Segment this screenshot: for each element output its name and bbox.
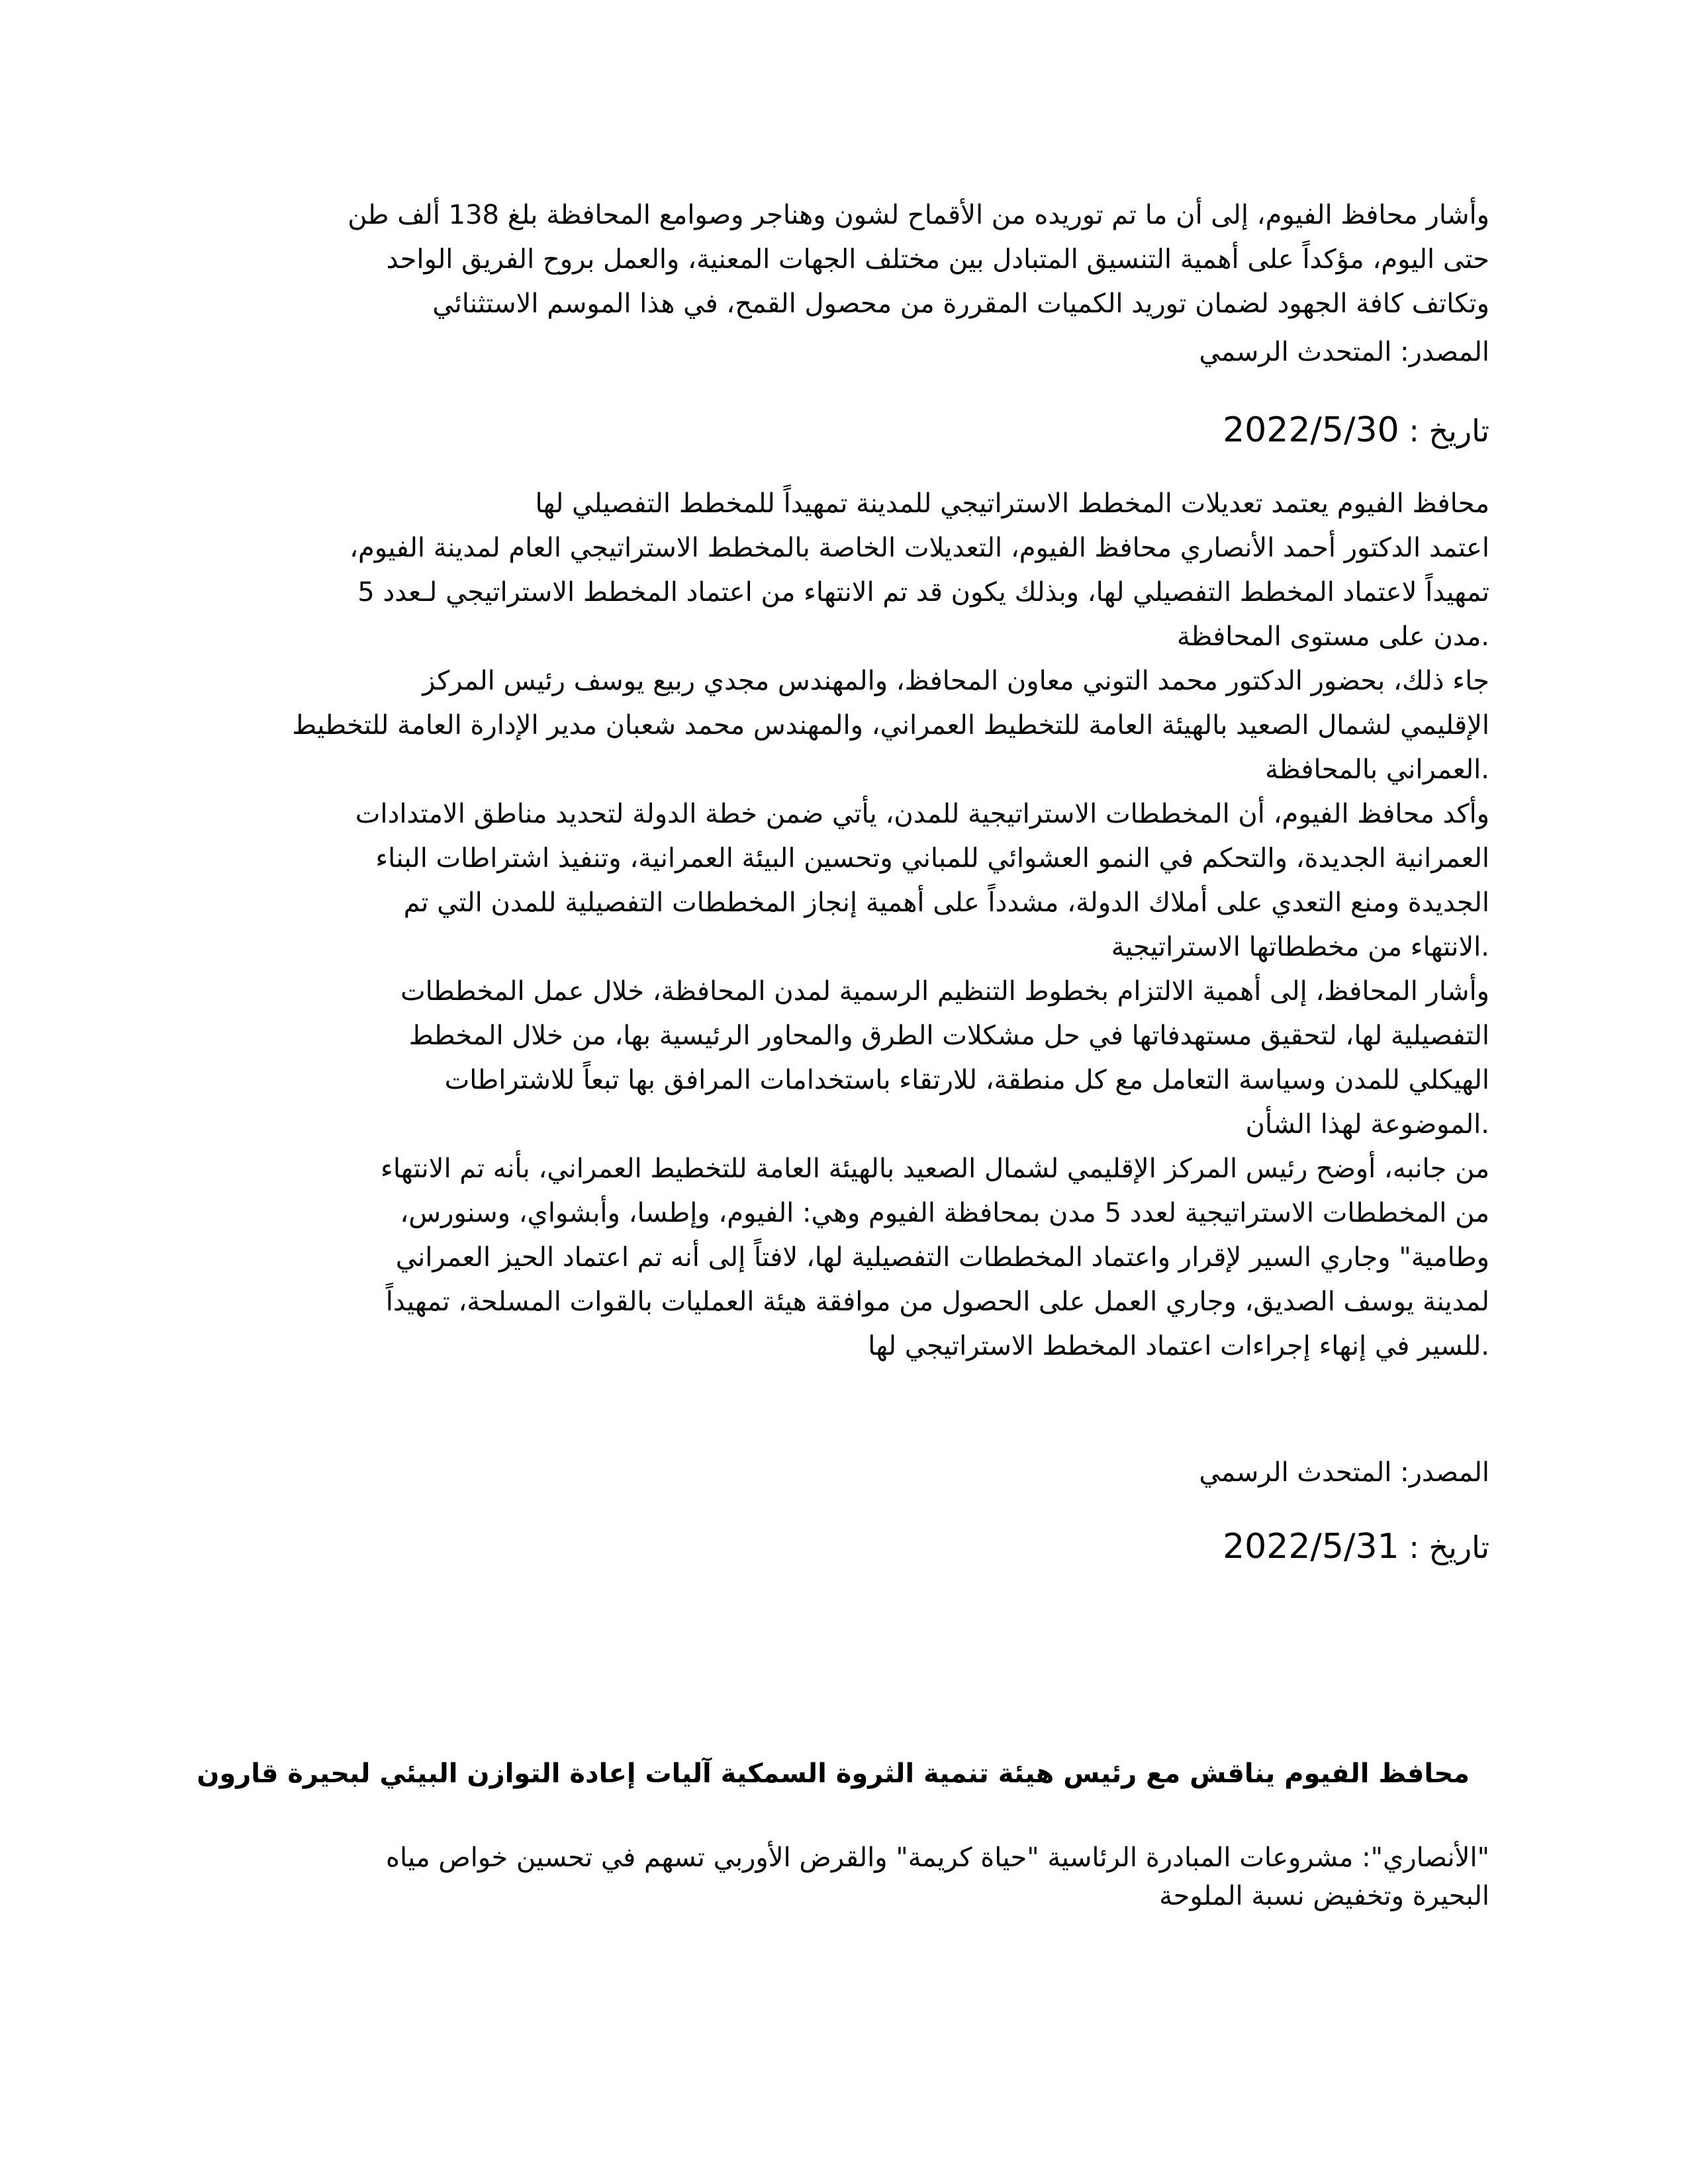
text-line: اعتمد الدكتور أحمد الأنصاري محافظ الفيوم، التعديلات الخاصة بالمخطط الاستراتيجي العام لمدينة الفيوم، xyxy=(350,533,1489,563)
date-value: 2022/5/30 xyxy=(1223,410,1399,450)
source-line xyxy=(172,1453,1489,1492)
text-line: .العمراني بالمحافظة xyxy=(1265,754,1489,785)
article2-headline xyxy=(172,1754,1470,1794)
source-label: المصدر: xyxy=(1400,337,1489,367)
source-value: المتحدث الرسمي xyxy=(1199,337,1392,367)
source-line xyxy=(172,332,1489,372)
date-label: تاريخ : xyxy=(1409,413,1489,449)
text-line: .مدن على مستوى المحافظة xyxy=(1176,621,1489,652)
article2-subheadline xyxy=(172,1839,1489,1915)
text-line: وأشار محافظ الفيوم، إلى أن ما تم توريده من الأقماح لشون وهناجر وصوامع المحافظة بلغ 138 ألف طن xyxy=(348,200,1489,230)
date-label: تاريخ : xyxy=(1409,1529,1489,1565)
text-line: لمدينة يوسف الصديق، وجاري العمل على الحصول من موافقة هيئة العمليات بالقوات المسلحة، تمهيداً xyxy=(385,1287,1489,1317)
source-label: المصدر: xyxy=(1400,1457,1489,1488)
text-line: .للسير في إنهاء إجراءات اعتماد المخطط الاستراتيجي لها xyxy=(868,1331,1489,1361)
text-line: الهيكلي للمدن وسياسة التعامل مع كل منطقة، للارتقاء باستخدامات المرافق بها تبعاً للاشتراطات xyxy=(444,1065,1489,1095)
text-line: وأشار المحافظ، إلى أهمية الالتزام بخطوط التنظيم الرسمية لمدن المحافظة، خلال عمل المخططات xyxy=(400,976,1489,1007)
text-line: .الانتهاء من مخططاتها الاستراتيجية xyxy=(1111,932,1489,962)
text-line: العمرانية الجديدة، والتحكم في النمو العشوائي للمباني وتحسين البيئة العمرانية، وتنفيذ اشتراطات البناء xyxy=(375,843,1489,874)
article-body xyxy=(172,482,1489,1369)
text-line: حتى اليوم، مؤكداً على أهمية التنسيق المتبادل بين مختلف الجهات المعنية، والعمل بروح الفريق الواحد xyxy=(386,244,1489,275)
text-line: وأكد محافظ الفيوم، أن المخططات الاستراتيجية للمدن، يأتي ضمن خطة الدولة لتحديد مناطق الامتدادات xyxy=(355,799,1489,829)
text-line: الجديدة ومنع التعدي على أملاك الدولة، مشدداً على أهمية إنجاز المخططات التفصيلية للمدن التي تم xyxy=(403,887,1489,918)
text-line: تمهيداً لاعتماد المخطط التفصيلي لها، وبذلك يكون قد تم الانتهاء من اعتماد المخطط الاستراتيجي لـعدد 5 xyxy=(357,577,1489,608)
date-line xyxy=(172,410,1489,451)
text-line: .الموضوعة لهذا الشأن xyxy=(1245,1109,1489,1140)
text-line: "الأنصاري": مشروعات المبادرة الرئاسية "حياة كريمة" والقرض الأوربي تسهم في تحسين خواص مياه xyxy=(386,1843,1489,1873)
text-line: البحيرة وتخفيض نسبة الملوحة xyxy=(1159,1881,1489,1911)
text-line: من المخططات الاستراتيجية لعدد 5 مدن بمحافظة الفيوم وهي: الفيوم، وإطسا، وأبشواي، وسنورس، xyxy=(400,1198,1489,1228)
source-value: المتحدث الرسمي xyxy=(1199,1457,1392,1488)
text-line: جاء ذلك، بحضور الدكتور محمد التوني معاون المحافظ، والمهندس مجدي ربيع يوسف رئيس المركز xyxy=(422,666,1489,696)
intro-paragraph xyxy=(172,193,1489,326)
headline-text: محافظ الفيوم يناقش مع رئيس هيئة تنمية الثروة السمكية آليات إعادة التوازن البيئي لبحيرة قارون xyxy=(197,1758,1470,1789)
text-line: وطامية" وجاري السير لإقرار واعتماد المخططات التفصيلية لها، لافتاً إلى أنه تم اعتماد الحيز العمراني xyxy=(395,1242,1489,1273)
text-line: وتكاتف كافة الجهود لضمان توريد الكميات المقررة من محصول القمح، في هذا الموسم الاستثنائي xyxy=(432,289,1489,319)
text-line: الإقليمي لشمال الصعيد بالهيئة العامة للتخطيط العمراني، والمهندس محمد شعبان مدير الإدارة العامة للتخطيط xyxy=(292,710,1489,741)
article-headline: محافظ الفيوم يعتمد تعديلات المخطط الاستراتيجي للمدينة تمهيداً للمخطط التفصيلي لها xyxy=(535,488,1489,519)
text-line: من جانبه، أوضح رئيس المركز الإقليمي لشمال الصعيد بالهيئة العامة للتخطيط العمراني، بأنه تم الانتهاء xyxy=(381,1154,1489,1184)
date-value: 2022/5/31 xyxy=(1223,1527,1399,1567)
date-line xyxy=(172,1527,1489,1567)
text-line: التفصيلية لها، لتحقيق مستهدفاتها في حل مشكلات الطرق والمحاور الرئيسية بها، من خلال المخطط xyxy=(408,1021,1489,1051)
